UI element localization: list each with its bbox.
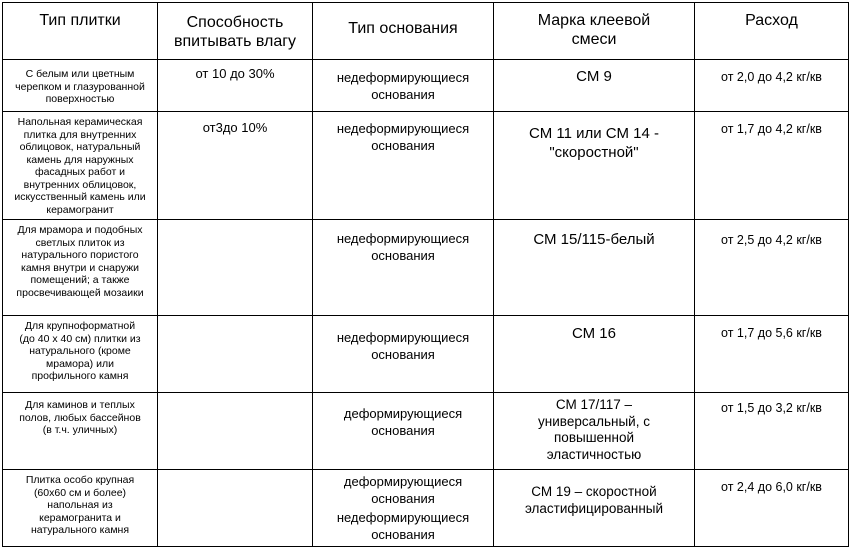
- header-tile-type: Тип плитки: [3, 3, 158, 60]
- cell-mix-brand: СМ 11 или СМ 14 -"скоростной": [494, 112, 695, 220]
- table-row: [3, 393, 849, 470]
- cell-absorption: [158, 470, 313, 547]
- cell-base-type: деформирующиеся основания: [313, 393, 494, 470]
- cell-mix-brand: СМ 15/115-белый: [494, 220, 695, 316]
- cell-base-type-second: недеформирующиеся основания: [336, 510, 470, 542]
- table-row: [3, 60, 849, 112]
- cell-tile-type: Напольная керамическая плитка для внутренних облицовок, натуральный камень для наружных фасадных работ и внутренних облицовок, искусственный камень или керамогранит: [3, 112, 158, 220]
- header-row: [3, 3, 849, 60]
- table-row: [3, 220, 849, 316]
- cell-consumption: от 1,7 до 4,2 кг/кв: [695, 112, 849, 220]
- cell-consumption: от 1,5 до 3,2 кг/кв: [695, 393, 849, 470]
- cell-tile-type: Для мрамора и подобных светлых плиток из натурального пористого камня внутри и снаружи помещений; а также просвечивающей мозаики: [3, 220, 158, 316]
- cell-base-type: недеформирующиеся основания: [313, 220, 494, 316]
- cell-absorption: [158, 220, 313, 316]
- cell-mix-brand: СМ 19 – скоростной эластифицированный: [494, 470, 695, 547]
- table-row: [3, 470, 849, 547]
- cell-tile-type: Для каминов и теплых полов, любых бассейнов (в т.ч. уличных): [3, 393, 158, 470]
- table-row: [3, 112, 849, 220]
- cell-absorption: [158, 393, 313, 470]
- cell-consumption: от 2,5 до 4,2 кг/кв: [695, 220, 849, 316]
- cell-tile-type: Для крупноформатной (до 40 х 40 см) плитки из натурального (кроме мрамора) или профильного камня: [3, 316, 158, 393]
- cell-base-type: деформирующиеся основания недеформирующиеся основания: [313, 470, 494, 547]
- cell-mix-brand: СМ 17/117 – универсальный, с повышенной эластичностью: [494, 393, 695, 470]
- cell-base-type: недеформирующиеся основания: [313, 112, 494, 220]
- cell-tile-type: Плитка особо крупная (60х60 см и более) напольная из керамогранита и натурального камня: [3, 470, 158, 547]
- cell-consumption: от 2,0 до 4,2 кг/кв: [695, 60, 849, 112]
- cell-absorption: от3до 10%: [158, 112, 313, 220]
- cell-tile-type: С белым или цветным черепком и глазурованной поверхностью: [3, 60, 158, 112]
- header-absorption: Способность впитывать влагу: [158, 3, 313, 60]
- cell-consumption: от 2,4 до 6,0 кг/кв: [695, 470, 849, 547]
- cell-base-type: недеформирующиеся основания: [313, 60, 494, 112]
- cell-absorption: от 10 до 30%: [158, 60, 313, 112]
- header-base-type: Тип основания: [313, 3, 494, 60]
- cell-mix-brand: СМ 16: [494, 316, 695, 393]
- header-mix-brand: Марка клеевой смеси: [494, 3, 695, 60]
- cell-consumption: от 1,7 до 5,6 кг/кв: [695, 316, 849, 393]
- cell-mix-brand: СМ 9: [494, 60, 695, 112]
- header-consumption: Расход: [695, 3, 849, 60]
- cell-absorption: [158, 316, 313, 393]
- table-row: [3, 316, 849, 393]
- tile-adhesive-table: [2, 2, 849, 547]
- cell-base-type: недеформирующиеся основания: [313, 316, 494, 393]
